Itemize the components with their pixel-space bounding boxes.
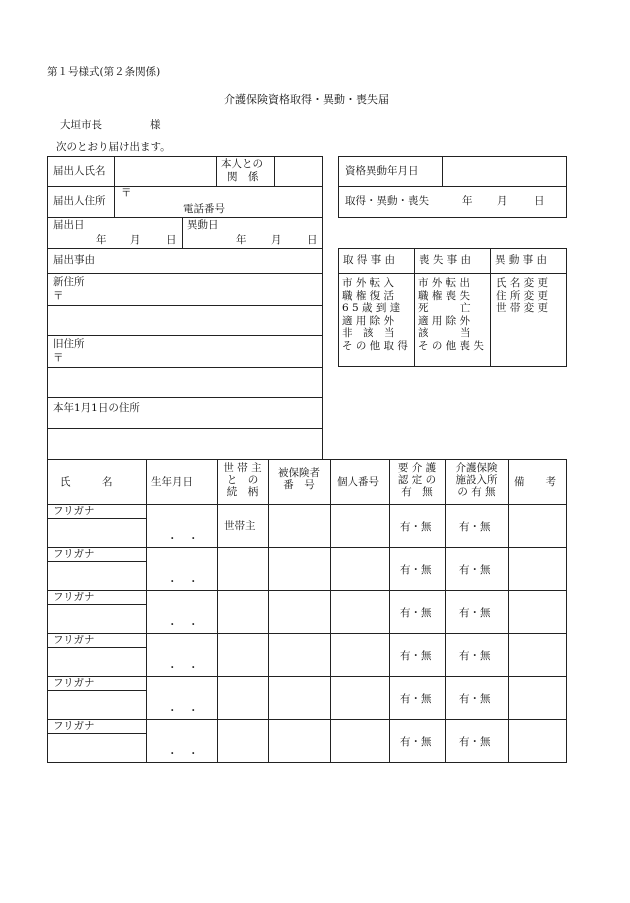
list-item: 世 帯 変 更 (496, 302, 549, 315)
col-notes-header: 備 考 (514, 476, 556, 488)
notes-field[interactable] (509, 505, 566, 546)
status-date-field[interactable] (443, 157, 566, 185)
phone-label: 電話番号 (183, 203, 225, 215)
status-day: 日 (534, 195, 545, 207)
old-postal-mark: 〒 (53, 352, 64, 364)
list-item: そ の 他 取 得 (342, 339, 408, 352)
my-number-field[interactable] (331, 720, 388, 761)
list-item: 市 外 転 入 (342, 277, 395, 289)
list-item: 該 当 (418, 327, 471, 340)
list-item: 職 権 復 活 (342, 289, 395, 302)
relation-field[interactable] (218, 720, 267, 761)
filing-month: 月 (130, 234, 141, 246)
applicant-name-label: 届出人氏名 (53, 165, 106, 177)
list-item: 6 5 歳 到 達 (342, 302, 401, 315)
birth-date-dots: ・ ・ (167, 705, 199, 717)
reason-label: 届出事由 (53, 254, 95, 266)
member-name-field[interactable] (48, 648, 145, 675)
care-yes-no-toggle[interactable]: 有・無 (400, 607, 432, 619)
facility-yes-no-toggle[interactable]: 有・無 (459, 736, 491, 748)
care-yes-no-toggle[interactable]: 有・無 (400, 521, 432, 533)
my-number-field[interactable] (331, 591, 388, 632)
notes-field[interactable] (509, 548, 566, 589)
facility-yes-no-toggle[interactable]: 有・無 (459, 650, 491, 662)
filing-year: 年 (96, 234, 107, 246)
jan1-address-label: 本年1月1日の住所 (53, 402, 140, 414)
household-head-value: 世帯主 (224, 520, 256, 532)
list-item: 職 権 喪 失 (418, 289, 471, 302)
col-head-header: 世 帯 主 と の 続 柄 (223, 462, 262, 498)
furigana-label: フリガナ (53, 720, 95, 732)
list-item: 適 用 除 外 (342, 314, 395, 327)
my-number-field[interactable] (331, 677, 388, 718)
change-day: 日 (307, 234, 318, 246)
birth-date-dots: ・ ・ (167, 748, 199, 760)
col-name-header: 氏 名 (60, 476, 113, 488)
care-yes-no-toggle[interactable]: 有・無 (400, 736, 432, 748)
col-birth-header: 生年月日 (151, 476, 193, 488)
col-care-header: 要 介 護 認 定 の 有 無 (397, 462, 437, 498)
applicant-name-field[interactable] (114, 157, 216, 185)
honorific: 様 (150, 119, 161, 131)
care-yes-no-toggle[interactable]: 有・無 (400, 693, 432, 705)
facility-yes-no-toggle[interactable]: 有・無 (459, 693, 491, 705)
notes-field[interactable] (509, 591, 566, 632)
acquire-header: 取 得 事 由 (343, 254, 396, 266)
care-yes-no-toggle[interactable]: 有・無 (400, 650, 432, 662)
jan1-address-field[interactable] (48, 429, 322, 459)
postal-mark: 〒 (121, 187, 132, 199)
filing-day: 日 (166, 234, 177, 246)
applicant-address-label: 届出人住所 (53, 195, 106, 207)
facility-yes-no-toggle[interactable]: 有・無 (459, 521, 491, 533)
col-facility-header: 介護保険 施設入所 の 有 無 (455, 462, 498, 498)
applicant-address-field[interactable] (115, 187, 322, 216)
list-item: そ の 他 喪 失 (418, 339, 484, 352)
old-address-field[interactable] (48, 368, 322, 396)
col-mynumber-header: 個人番号 (337, 476, 379, 488)
member-name-field[interactable] (48, 519, 145, 546)
birth-date-field[interactable] (147, 591, 216, 632)
birth-date-field[interactable] (147, 548, 216, 589)
furigana-label: フリガナ (53, 634, 95, 646)
furigana-label: フリガナ (53, 505, 95, 517)
form-title: 介護保険資格取得・異動・喪失届 (224, 93, 389, 106)
birth-date-dots: ・ ・ (167, 662, 199, 674)
birth-date-field[interactable] (147, 720, 216, 761)
insured-number-field[interactable] (269, 720, 329, 761)
status-date-label: 資格異動年月日 (345, 165, 419, 177)
loss-reasons (418, 277, 484, 353)
filing-date-label: 届出日 (53, 219, 85, 231)
member-name-field[interactable] (48, 562, 145, 589)
birth-date-dots: ・ ・ (167, 576, 199, 588)
addressee: 大垣市長 (60, 119, 102, 131)
new-postal-mark: 〒 (53, 290, 64, 302)
change-header: 異 動 事 由 (495, 254, 548, 266)
facility-yes-no-toggle[interactable]: 有・無 (459, 564, 491, 576)
list-item: 死 亡 (418, 302, 471, 315)
my-number-field[interactable] (331, 634, 388, 675)
form-number: 第１号様式(第２条関係) (47, 66, 161, 78)
list-item: 住 所 変 更 (496, 289, 549, 302)
relation-label: 本人との 関 係 (221, 158, 263, 183)
birth-date-field[interactable] (147, 677, 216, 718)
insured-number-field[interactable] (269, 677, 329, 718)
relation-field[interactable] (275, 157, 322, 185)
notes-field[interactable] (509, 634, 566, 675)
list-item: 非 該 当 (342, 327, 395, 340)
birth-date-field[interactable] (147, 505, 216, 546)
new-address-label: 新住所 (53, 276, 85, 288)
loss-header: 喪 失 事 由 (419, 254, 472, 266)
furigana-label: フリガナ (53, 548, 95, 560)
birth-date-dots: ・ ・ (167, 619, 199, 631)
list-item: 市 外 転 出 (418, 277, 471, 289)
relation-field[interactable] (218, 634, 267, 675)
change-year: 年 (236, 234, 247, 246)
furigana-label: フリガナ (53, 677, 95, 689)
my-number-field[interactable] (331, 548, 388, 589)
furigana-label: フリガナ (53, 591, 95, 603)
old-address-label: 旧住所 (53, 338, 85, 350)
insured-number-field[interactable] (269, 505, 329, 546)
relation-field[interactable] (218, 591, 267, 632)
member-name-field[interactable] (48, 605, 145, 632)
intro-text: 次のとおり届け出ます。 (56, 141, 171, 153)
notes-field[interactable] (509, 720, 566, 761)
status-year: 年 (462, 195, 473, 207)
birth-date-dots: ・ ・ (167, 533, 199, 545)
change-reasons (496, 277, 548, 315)
status-type-label: 取得・異動・喪失 (345, 195, 429, 207)
list-item: 氏 名 変 更 (496, 277, 549, 289)
notes-field[interactable] (509, 677, 566, 718)
acquire-reasons (342, 277, 408, 353)
relation-field[interactable] (218, 677, 267, 718)
list-item: 適 用 除 外 (418, 314, 471, 327)
col-insured-header: 被保険者 番 号 (278, 467, 320, 491)
care-yes-no-toggle[interactable]: 有・無 (400, 564, 432, 576)
member-name-field[interactable] (48, 691, 145, 718)
insured-number-field[interactable] (269, 591, 329, 632)
member-name-field[interactable] (48, 734, 145, 761)
change-date-label: 異動日 (187, 219, 219, 231)
my-number-field[interactable] (331, 505, 388, 546)
insured-number-field[interactable] (269, 634, 329, 675)
birth-date-field[interactable] (147, 634, 216, 675)
relation-field[interactable] (218, 548, 267, 589)
change-month: 月 (271, 234, 282, 246)
new-address-field[interactable] (48, 306, 322, 334)
status-month: 月 (497, 195, 508, 207)
facility-yes-no-toggle[interactable]: 有・無 (459, 607, 491, 619)
insured-number-field[interactable] (269, 548, 329, 589)
